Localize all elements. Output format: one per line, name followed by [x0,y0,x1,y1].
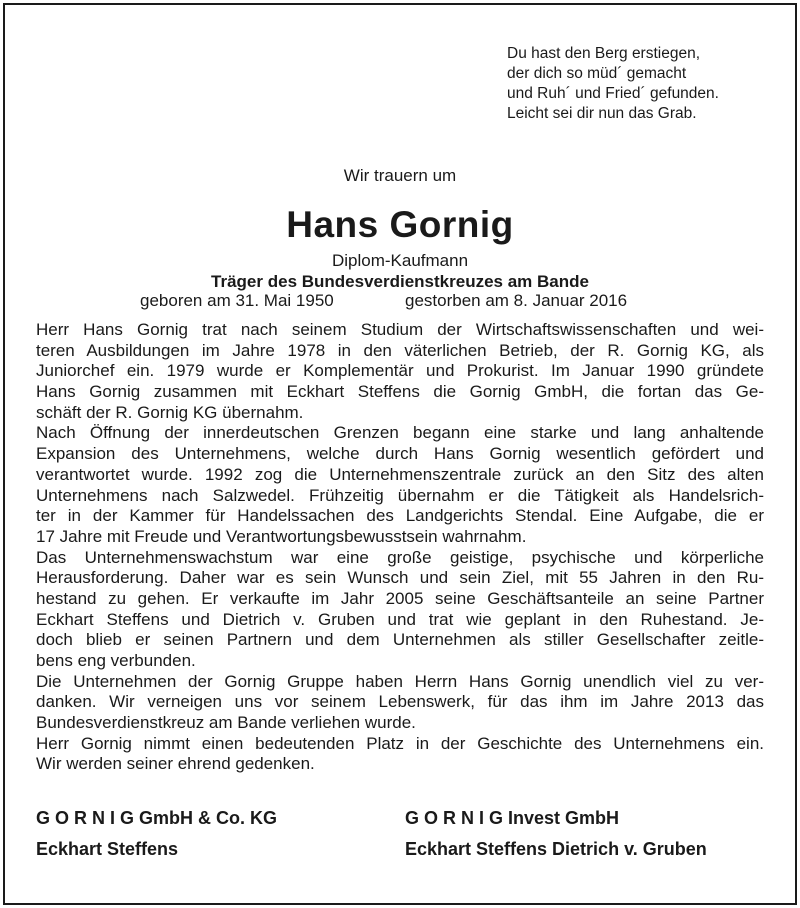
text-line: schäft der R. Gornig KG übernahm. [36,402,304,422]
birth-date: geboren am 31. Mai 1950 [140,291,334,310]
text-line: Nach Öffnung der innerdeutschen Grenzen begann eine starke und lang anhaltende [36,423,764,443]
death-date: gestorben am 8. Januar 2016 [405,291,628,310]
company-name-left: G O R N I G GmbH & Co. KG [36,808,278,828]
text-line: Unternehmens nach Salzwedel. Frühzeitig übernahm er die Tätigkeit als Handelsrich- [36,485,764,505]
company-name-right: G O R N I G Invest GmbH [405,808,620,828]
signatory-right: Eckhart Steffens Dietrich v. Gruben [405,839,707,859]
memorial-poem [507,44,719,124]
text-line: Herr Gornig nimmt einen bedeutenden Platz in der Geschichte des Unternehmens ein. [36,733,764,753]
text-line: Herr Hans Gornig trat nach seinem Studium der Wirtschaftswissenschaften und wei- [36,320,764,339]
text-line: Die Unternehmen der Gornig Gruppe haben Herrn Hans Gornig unendlich viel zu ver- [36,671,764,691]
poem-line: der dich so müd´ gemacht [507,65,687,82]
text-line: Eckhart Steffens und Dietrich v. Gruben und trat wie geplant in den Ruhestand. Je- [36,609,764,629]
text-line: danken. Wir verneigen uns vor seinem Lebenswerk, für das ihm im Jahre 2013 das [36,692,764,712]
text-line: Hans Gornig zusammen mit Eckhart Steffens die Gornig GmbH, die fortan das Ge- [36,382,764,402]
text-line: Das Unternehmenswachstum war eine große geistige, psychische und körperliche [36,547,764,567]
academic-title: Diplom-Kaufmann [331,251,469,270]
text-line: bens eng verbunden. [36,651,196,670]
poem-line: Du hast den Berg erstiegen, [507,45,701,62]
text-line: Bundesverdienstkreuz am Bande verliehen wurde. [36,713,416,733]
text-line: ter in der Kammer für Handelssachen des Landgerichts Stendal. Eine Aufgabe, die er [36,506,764,526]
obituary-text [36,320,764,775]
text-line: verantwortet wurde. 1992 zog die Unternehmenszentrale zurück an den Sitz des alten [36,464,764,484]
mourning-intro: Wir trauern um [343,166,457,185]
text-line: Juniorchef ein. 1979 wurde er Komplementär und Prokurist. Im Januar 1990 gründete [36,361,764,381]
text-line: doch blieb er seinen Partnern und dem Unternehmen als stiller Gesellschafter zeitle- [36,630,764,650]
text-line: 17 Jahre mit Freude und Verantwortungsbewusstsein wahrnahm. [36,526,527,546]
text-line: hestand zu gehen. Er verkaufte im Jahr 2005 seine Geschäftsanteile an seine Partner [36,588,764,608]
text-line: Herausforderung. Daher war es sein Wunsch und sein Ziel, mit 55 Jahren in den Ru- [36,568,764,588]
signatory-left: Eckhart Steffens [36,839,179,859]
honor-title: Träger des Bundesverdienstkreuzes am Bande [211,272,589,291]
text-line: Wir werden seiner ehrend gedenken. [36,754,315,774]
deceased-name: Hans Gornig [286,204,514,245]
poem-line: Leicht sei dir nun das Grab. [507,105,697,122]
poem-line: und Ruh´ und Fried´ gefunden. [507,85,719,102]
text-line: Expansion des Unternehmens, welche durch Hans Gornig wesentlich gefördert und [36,444,764,464]
text-line: teren Ausbildungen im Jahre 1978 in den väterlichen Betrieb, der R. Gornig KG, als [36,340,764,360]
